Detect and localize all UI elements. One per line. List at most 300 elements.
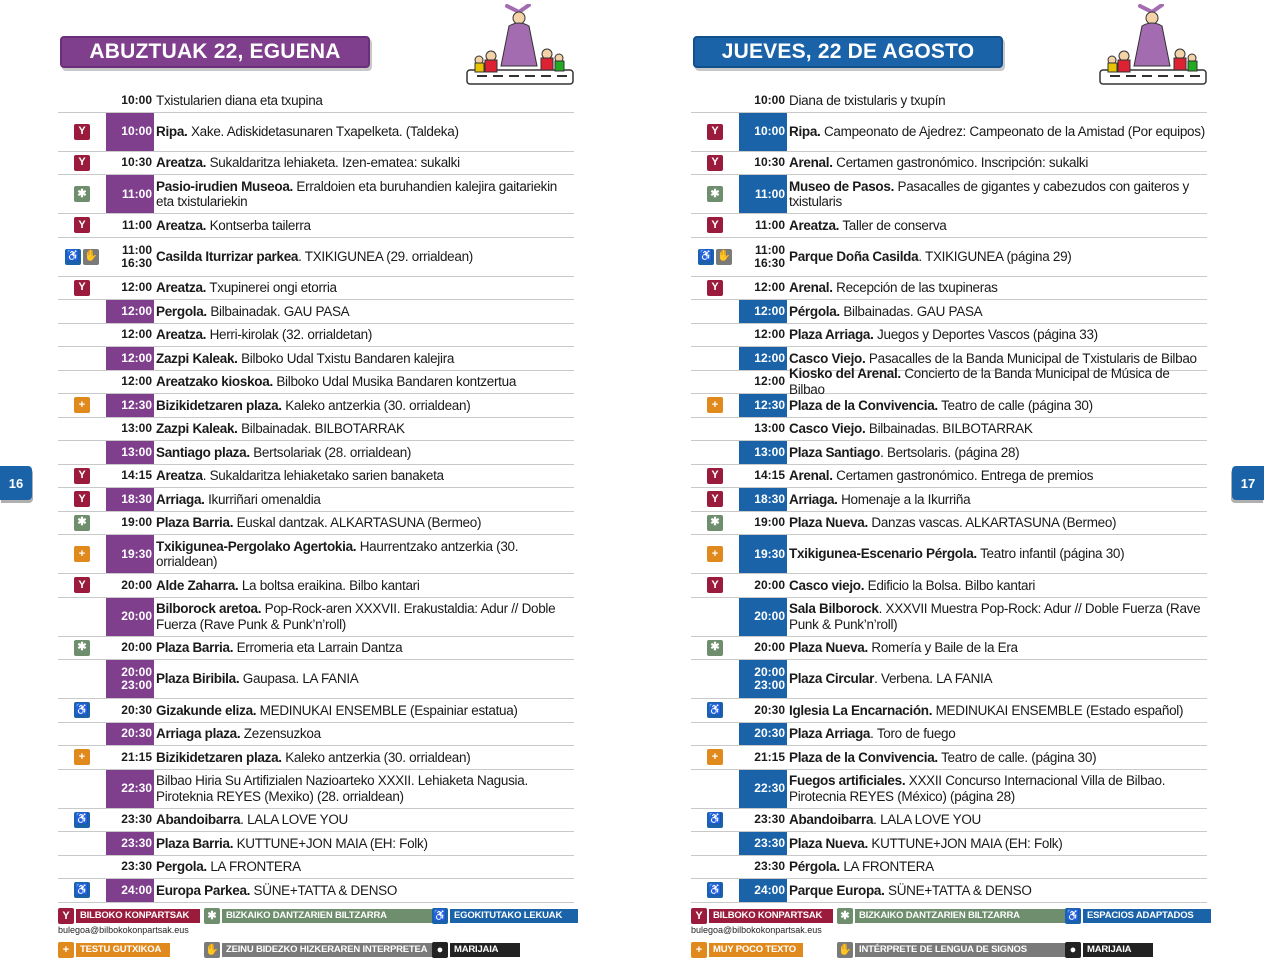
event-time bbox=[106, 723, 154, 746]
event-time bbox=[106, 856, 154, 879]
event-venue: Europa Parkea. bbox=[156, 882, 251, 898]
event-venue: Gizakunde eliza. bbox=[156, 702, 257, 718]
contact-email[interactable]: bulegoa@bilbokokonpartsak.eus bbox=[58, 925, 189, 935]
event-venue: Museo de Pasos. bbox=[789, 178, 895, 194]
table-row bbox=[58, 113, 574, 152]
glass-icon: Y bbox=[74, 468, 90, 484]
row-icons bbox=[691, 832, 739, 855]
table-row bbox=[58, 277, 574, 301]
row-icons bbox=[691, 152, 739, 175]
event-detail: . TXIKIGUNEA (página 29) bbox=[918, 248, 1072, 264]
event-venue: Areatza. bbox=[156, 155, 207, 170]
event-description bbox=[154, 832, 574, 855]
glass-icon: Y bbox=[691, 908, 707, 924]
row-icons bbox=[58, 277, 106, 300]
page-number-left: 16 bbox=[0, 466, 32, 500]
event-description bbox=[787, 879, 1207, 902]
legend-item-konp bbox=[58, 908, 200, 924]
table-row bbox=[691, 637, 1207, 661]
event-time bbox=[106, 879, 154, 902]
event-venue: Plaza Santiago bbox=[789, 444, 881, 460]
event-detail: Haurrentzako antzerkia (30. orrialdean) bbox=[156, 538, 519, 569]
glass-icon: Y bbox=[707, 155, 723, 171]
time-value: 22:30 bbox=[754, 781, 785, 795]
event-description bbox=[787, 324, 1207, 347]
wheelchair-icon: ♿ bbox=[74, 702, 90, 718]
table-row bbox=[58, 152, 574, 176]
row-icons bbox=[58, 660, 106, 698]
page-title: ABUZTUAK 22, EGUENA bbox=[60, 36, 370, 68]
event-venue: Plaza Nueva. bbox=[789, 835, 868, 851]
event-detail: Danzas vascas. ALKARTASUNA (Bermeo) bbox=[867, 515, 1117, 530]
event-time bbox=[106, 300, 154, 323]
event-description bbox=[787, 152, 1207, 175]
glass-icon: Y bbox=[74, 577, 90, 593]
legend-item-egok bbox=[1065, 908, 1211, 924]
wheelchair-icon: ♿ bbox=[707, 882, 723, 898]
event-detail: KUTTUNE+JON MAIA (EH: Folk) bbox=[233, 835, 428, 851]
row-icons bbox=[691, 175, 739, 213]
table-row bbox=[691, 214, 1207, 238]
time-value: 20:00 bbox=[754, 577, 785, 592]
event-detail: SÜNE+TATTA & DENSO bbox=[250, 882, 398, 898]
time-value: 10:00 bbox=[121, 124, 152, 138]
event-time bbox=[739, 574, 787, 597]
time-value: 12:00 bbox=[754, 280, 785, 295]
event-time bbox=[739, 879, 787, 902]
time-value: 23:30 bbox=[121, 859, 152, 874]
event-time bbox=[739, 637, 787, 660]
row-icons bbox=[58, 152, 106, 175]
event-venue: Kiosko del Arenal. bbox=[789, 366, 901, 382]
event-venue: Pérgola. bbox=[789, 303, 840, 319]
event-description bbox=[154, 512, 574, 535]
event-description bbox=[154, 660, 574, 698]
event-detail: Pasacalles de gigantes y cabezudos con gaiteros y txistularis bbox=[789, 178, 1189, 209]
row-icons bbox=[691, 637, 739, 660]
table-row bbox=[691, 366, 1207, 397]
event-detail: Teatro de calle (página 30) bbox=[937, 397, 1093, 413]
event-venue: Plaza de la Convivencia. bbox=[789, 749, 938, 765]
event-time bbox=[739, 770, 787, 808]
little-text-icon: + bbox=[691, 942, 707, 958]
table-row bbox=[691, 770, 1207, 809]
schedule-table bbox=[58, 89, 574, 903]
event-venue: Plaza Nueva. bbox=[789, 515, 868, 530]
event-description bbox=[154, 175, 574, 213]
event-time bbox=[739, 535, 787, 573]
table-row bbox=[58, 300, 574, 324]
time-value: 20:30 bbox=[121, 702, 152, 717]
event-description bbox=[154, 418, 574, 441]
event-time bbox=[739, 89, 787, 112]
glass-icon: Y bbox=[707, 468, 723, 484]
little-text-icon: + bbox=[707, 749, 723, 765]
event-description bbox=[787, 512, 1207, 535]
legend-item-dantz bbox=[204, 908, 442, 924]
dancer-icon: ✱ bbox=[204, 908, 220, 924]
time-value: 21:15 bbox=[121, 749, 152, 764]
glass-icon: Y bbox=[74, 217, 90, 233]
event-description bbox=[787, 723, 1207, 746]
event-time bbox=[106, 175, 154, 213]
event-description bbox=[154, 300, 574, 323]
event-description bbox=[154, 465, 574, 488]
time-value: 20:00 bbox=[754, 640, 785, 655]
legend bbox=[58, 906, 574, 966]
glass-icon: Y bbox=[707, 491, 723, 507]
glass-icon: Y bbox=[707, 280, 723, 296]
row-icons bbox=[691, 347, 739, 370]
event-description bbox=[787, 770, 1207, 808]
event-time bbox=[739, 300, 787, 323]
event-time bbox=[106, 660, 154, 698]
table-row bbox=[691, 598, 1207, 637]
event-venue: Areatza. bbox=[789, 217, 840, 233]
event-description bbox=[787, 394, 1207, 417]
event-time bbox=[739, 723, 787, 746]
wheelchair-icon: ♿ bbox=[698, 249, 714, 265]
event-time bbox=[739, 512, 787, 535]
table-row bbox=[691, 535, 1207, 574]
event-description bbox=[787, 214, 1207, 237]
event-time bbox=[106, 371, 154, 394]
event-detail: MEDINUKAI ENSEMBLE (Estado español) bbox=[932, 702, 1184, 718]
table-row bbox=[58, 441, 574, 465]
event-description bbox=[154, 856, 574, 879]
event-time bbox=[106, 113, 154, 151]
row-icons bbox=[691, 879, 739, 902]
event-time bbox=[739, 277, 787, 300]
row-icons bbox=[58, 371, 106, 394]
event-venue: Pergola. bbox=[156, 303, 207, 319]
time-value: 13:00 bbox=[121, 421, 152, 436]
table-row bbox=[58, 746, 574, 770]
wheelchair-icon: ♿ bbox=[74, 812, 90, 828]
event-venue: Areatza. bbox=[156, 280, 207, 295]
legend-label: ZEINU BIDEZKO HIZKERAREN INTERPRETEA bbox=[222, 943, 442, 957]
little-text-icon: + bbox=[74, 546, 90, 562]
event-time bbox=[739, 394, 787, 417]
time-value: 23:00 bbox=[121, 678, 152, 692]
event-description bbox=[787, 699, 1207, 722]
row-icons bbox=[691, 746, 739, 769]
event-venue: Arriaga. bbox=[156, 491, 205, 507]
table-row bbox=[58, 512, 574, 536]
row-icons bbox=[58, 441, 106, 464]
row-icons bbox=[58, 637, 106, 660]
event-detail: Txistularien diana eta txupina bbox=[156, 92, 323, 108]
event-time bbox=[106, 770, 154, 808]
page-spanish bbox=[691, 0, 1203, 969]
time-value: 12:00 bbox=[754, 303, 785, 318]
page-title: JUEVES, 22 DE AGOSTO bbox=[693, 36, 1003, 68]
time-value: 23:30 bbox=[754, 835, 785, 850]
marijaia-icon: ● bbox=[1065, 942, 1081, 958]
time-value: 12:00 bbox=[121, 350, 152, 365]
event-description bbox=[787, 809, 1207, 832]
event-detail: Teatro infantil (página 30) bbox=[976, 546, 1125, 562]
event-detail: Pasacalles de la Banda Municipal de Txistularis de Bilbao bbox=[865, 350, 1197, 366]
legend-item-egok bbox=[432, 908, 578, 924]
row-icons bbox=[691, 277, 739, 300]
legend-label: BILBOKO KONPARTSAK bbox=[709, 909, 833, 923]
row-icons bbox=[58, 746, 106, 769]
glass-icon: Y bbox=[58, 908, 74, 924]
row-icons bbox=[691, 465, 739, 488]
event-description bbox=[787, 856, 1207, 879]
event-description bbox=[154, 394, 574, 417]
time-value: 22:30 bbox=[121, 781, 152, 795]
little-text-icon: + bbox=[74, 749, 90, 765]
event-time bbox=[739, 347, 787, 370]
time-value: 20:00 bbox=[121, 665, 152, 679]
event-time bbox=[106, 488, 154, 511]
event-venue: Abandoibarra bbox=[789, 812, 874, 827]
legend-label: MARIJAIA bbox=[450, 943, 520, 957]
time-value: 13:00 bbox=[121, 444, 152, 459]
event-detail: La boltsa eraikina. Bilbo kantari bbox=[238, 577, 420, 593]
row-icons bbox=[58, 418, 106, 441]
event-venue: Alde Zaharra. bbox=[156, 577, 239, 593]
event-description bbox=[154, 879, 574, 902]
event-detail: Diana de txistularis y txupín bbox=[789, 92, 946, 108]
time-value: 11:00 bbox=[754, 186, 785, 201]
event-venue: Abandoibarra bbox=[156, 812, 241, 827]
event-description bbox=[787, 238, 1207, 276]
event-detail: Certamen gastronómico. Inscripción: sukalki bbox=[832, 155, 1089, 170]
event-detail: . TXIKIGUNEA (29. orrialdean) bbox=[298, 248, 474, 264]
event-description bbox=[787, 535, 1207, 573]
row-icons bbox=[58, 175, 106, 213]
event-time bbox=[106, 277, 154, 300]
event-description bbox=[154, 152, 574, 175]
event-description bbox=[787, 637, 1207, 660]
event-time bbox=[106, 394, 154, 417]
event-venue: Parque Doña Casilda bbox=[789, 248, 919, 264]
legend-label: BIZKAIKO DANTZARIEN BILTZARRA bbox=[222, 909, 442, 923]
sign-language-icon: ✋ bbox=[83, 249, 99, 265]
table-row bbox=[58, 535, 574, 574]
event-detail: Bertsolariak (28. orrialdean) bbox=[249, 444, 412, 460]
event-description bbox=[154, 488, 574, 511]
time-value: 11:00 bbox=[754, 217, 785, 232]
event-description bbox=[154, 214, 574, 237]
sign-language-icon: ✋ bbox=[837, 942, 853, 958]
table-row bbox=[58, 699, 574, 723]
event-description bbox=[787, 89, 1207, 112]
time-value: 23:30 bbox=[754, 859, 785, 874]
row-icons bbox=[691, 238, 739, 276]
table-row bbox=[691, 574, 1207, 598]
table-row bbox=[58, 214, 574, 238]
event-detail: Pop-Rock-aren XXXVII. Erakustaldia: Adur // Doble Fuerza (Rave Punk & Punk’n’roll) bbox=[156, 601, 556, 632]
event-detail: LA FRONTERA bbox=[839, 859, 934, 874]
row-icons bbox=[691, 394, 739, 417]
time-value: 11:00 bbox=[121, 217, 152, 232]
event-description bbox=[154, 89, 574, 112]
event-venue: Sala Bilborock bbox=[789, 601, 879, 616]
table-row bbox=[691, 512, 1207, 536]
event-venue: Arriaga plaza. bbox=[156, 726, 241, 741]
event-time bbox=[739, 598, 787, 636]
time-value: 12:00 bbox=[121, 327, 152, 342]
event-detail: Bilbainadak. BILBOTARRAK bbox=[237, 421, 405, 436]
row-icons bbox=[58, 598, 106, 636]
event-description bbox=[154, 746, 574, 769]
event-description bbox=[787, 488, 1207, 511]
event-time bbox=[106, 598, 154, 636]
row-icons bbox=[691, 441, 739, 464]
event-description bbox=[787, 465, 1207, 488]
row-icons bbox=[58, 113, 106, 151]
event-detail: Bilbainadak. GAU PASA bbox=[206, 303, 350, 319]
event-description bbox=[787, 832, 1207, 855]
event-detail: . LALA LOVE YOU bbox=[240, 812, 348, 827]
glass-icon: Y bbox=[74, 491, 90, 507]
event-detail: . Verbena. LA FANIA bbox=[874, 671, 993, 687]
row-icons bbox=[691, 371, 739, 394]
table-row bbox=[691, 856, 1207, 880]
event-time bbox=[739, 175, 787, 213]
dancer-icon: ✱ bbox=[74, 186, 90, 202]
sign-language-icon: ✋ bbox=[204, 942, 220, 958]
time-value: 12:30 bbox=[754, 397, 785, 412]
row-icons bbox=[58, 465, 106, 488]
time-value: 12:00 bbox=[754, 374, 785, 389]
event-detail: Kaleko antzerkia (30. orrialdean) bbox=[281, 397, 471, 413]
row-icons bbox=[58, 238, 106, 276]
time-value: 20:00 bbox=[121, 609, 152, 623]
row-icons bbox=[58, 488, 106, 511]
glass-icon: Y bbox=[707, 217, 723, 233]
table-row bbox=[58, 488, 574, 512]
row-icons bbox=[58, 347, 106, 370]
time-value: 10:00 bbox=[754, 92, 785, 107]
event-detail: Kontserba tailerra bbox=[206, 217, 311, 233]
row-icons bbox=[691, 574, 739, 597]
event-detail: Romería y Baile de la Era bbox=[867, 640, 1018, 655]
table-row bbox=[58, 238, 574, 277]
event-detail: Bilbao Hiria Su Artifizialen Nazioarteko XXXII. Lehiaketa Nagusia. Piroteknia REYES (Mexiko) (28. orrialdean) bbox=[156, 773, 528, 804]
event-venue: Casco Viejo. bbox=[789, 350, 866, 366]
table-row bbox=[691, 152, 1207, 176]
legend-item-dantz bbox=[837, 908, 1075, 924]
event-time bbox=[739, 238, 787, 276]
event-description bbox=[154, 535, 574, 573]
table-row bbox=[58, 574, 574, 598]
event-description bbox=[787, 418, 1207, 441]
table-row bbox=[691, 418, 1207, 442]
glass-icon: Y bbox=[74, 155, 90, 171]
event-venue: Pérgola. bbox=[789, 859, 840, 874]
legend-label: EGOKITUTAKO LEKUAK bbox=[450, 909, 578, 923]
time-value: 20:30 bbox=[754, 702, 785, 717]
event-time bbox=[106, 324, 154, 347]
event-time bbox=[106, 637, 154, 660]
time-value: 24:00 bbox=[121, 882, 152, 897]
event-description bbox=[787, 277, 1207, 300]
time-value: 12:00 bbox=[754, 350, 785, 365]
table-row bbox=[691, 879, 1207, 903]
event-detail: . Sukaldaritza lehiaketako sarien banaketa bbox=[202, 468, 444, 483]
event-time bbox=[106, 152, 154, 175]
event-venue: Parque Europa. bbox=[789, 882, 885, 898]
event-venue: Santiago plaza. bbox=[156, 444, 250, 460]
row-icons bbox=[58, 723, 106, 746]
event-detail: Certamen gastronómico. Entrega de premios bbox=[832, 468, 1094, 483]
table-row bbox=[691, 394, 1207, 418]
legend-label: INTÉRPRETE DE LENGUA DE SIGNOS bbox=[855, 943, 1075, 957]
table-row bbox=[691, 277, 1207, 301]
event-description bbox=[787, 441, 1207, 464]
row-icons bbox=[691, 113, 739, 151]
event-venue: Txikigunea-Escenario Pérgola. bbox=[789, 546, 977, 562]
marijaia-mascot-icon bbox=[1096, 4, 1208, 88]
wheelchair-icon: ♿ bbox=[707, 702, 723, 718]
event-time bbox=[739, 214, 787, 237]
table-row bbox=[58, 347, 574, 371]
time-value: 14:15 bbox=[754, 468, 785, 483]
table-row bbox=[691, 809, 1207, 833]
dancer-icon: ✱ bbox=[707, 186, 723, 202]
time-value: 16:30 bbox=[121, 255, 152, 270]
table-row bbox=[58, 809, 574, 833]
event-description bbox=[154, 723, 574, 746]
legend-label: BILBOKO KONPARTSAK bbox=[76, 909, 200, 923]
table-row bbox=[58, 879, 574, 903]
time-value: 20:00 bbox=[754, 665, 785, 679]
event-time bbox=[106, 347, 154, 370]
event-time bbox=[106, 535, 154, 573]
contact-email[interactable]: bulegoa@bilbokokonpartsak.eus bbox=[691, 925, 822, 935]
table-row bbox=[691, 488, 1207, 512]
event-detail: Bilbainadas. GAU PASA bbox=[839, 303, 983, 319]
table-row bbox=[691, 324, 1207, 348]
row-icons bbox=[58, 214, 106, 237]
little-text-icon: + bbox=[74, 397, 90, 413]
event-time bbox=[106, 699, 154, 722]
table-row bbox=[58, 832, 574, 856]
event-time bbox=[106, 89, 154, 112]
event-detail: Bilbainadas. BILBOTARRAK bbox=[865, 421, 1033, 436]
table-row bbox=[691, 89, 1207, 113]
legend-label: BIZKAIKO DANTZARIEN BILTZARRA bbox=[855, 909, 1075, 923]
table-row bbox=[58, 324, 574, 348]
time-value: 12:00 bbox=[754, 327, 785, 342]
time-value: 23:00 bbox=[754, 678, 785, 692]
event-venue: Bizikidetzaren plaza. bbox=[156, 397, 282, 413]
table-row bbox=[58, 598, 574, 637]
row-icons bbox=[691, 770, 739, 808]
event-detail: Zezensuzkoa bbox=[240, 726, 321, 741]
event-description bbox=[154, 809, 574, 832]
time-value: 13:00 bbox=[754, 421, 785, 436]
event-time bbox=[739, 113, 787, 151]
event-description bbox=[787, 366, 1207, 397]
little-text-icon: + bbox=[707, 397, 723, 413]
event-time bbox=[739, 371, 787, 394]
table-row bbox=[58, 770, 574, 809]
table-row bbox=[58, 637, 574, 661]
time-value: 18:30 bbox=[121, 491, 152, 506]
time-value: 20:00 bbox=[754, 609, 785, 623]
table-row bbox=[691, 660, 1207, 699]
row-icons bbox=[691, 214, 739, 237]
event-description bbox=[154, 574, 574, 597]
dancer-icon: ✱ bbox=[74, 640, 90, 656]
event-venue: Plaza de la Convivencia. bbox=[789, 397, 938, 413]
